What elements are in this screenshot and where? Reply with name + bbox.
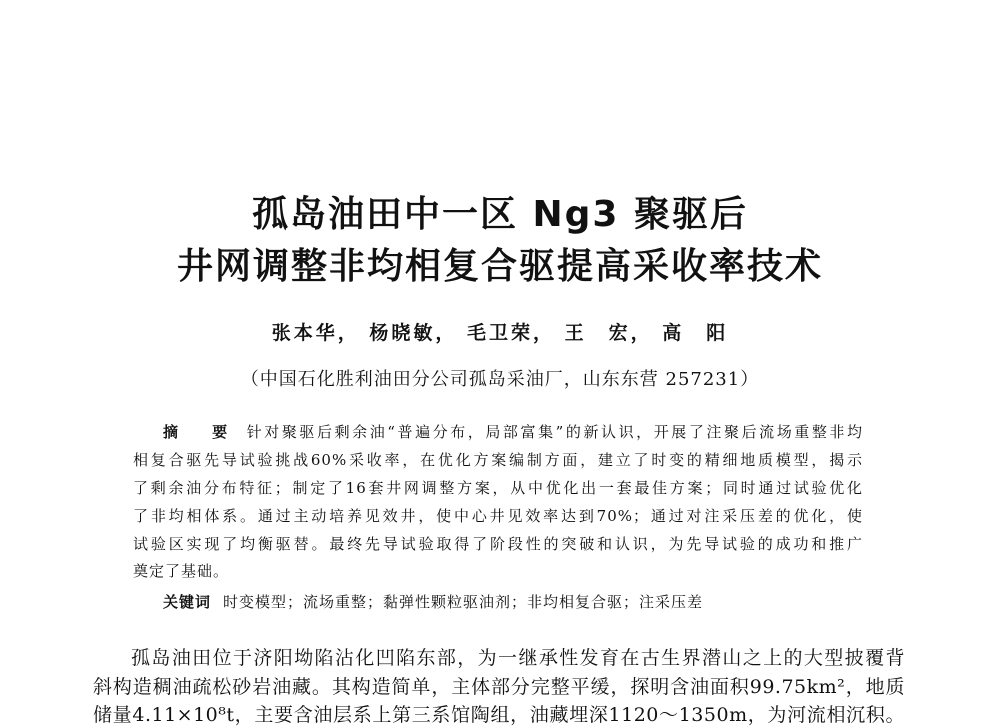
affiliation: （中国石化胜利油田分公司孤岛采油厂，山东东营 257231） bbox=[240, 369, 760, 390]
body-paragraph-line: 斜构造稠油疏松砂岩油藏。其构造简单，主体部分完整平缓，探明含油面积99.75km²，地质 bbox=[93, 676, 905, 698]
abstract-line: 试验区实现了均衡驱替。最终先导试验取得了阶段性的突破和认识，为先导试验的成功和推广 bbox=[133, 535, 863, 553]
body-paragraph-line: 储量4.11×10⁸t，主要含油层系上第三系馆陶组，油藏埋深1120～1350m，为河流相沉积。 bbox=[93, 704, 905, 726]
author-list: 张本华， 杨晓敏， 毛卫荣， 王 宏， 高 阳 bbox=[271, 322, 729, 344]
abstract-line: 奠定了基础。 bbox=[133, 562, 230, 580]
abstract-line bbox=[163, 423, 863, 441]
body-paragraph-line: 孤岛油田位于济阳坳陷沾化凹陷东部，为一继承性发育在古生界潜山之上的大型披覆背 bbox=[131, 647, 905, 669]
abstract-line: 了非均相体系。通过主动培养见效井，使中心井见效率达到70%；通过对注采压差的优化，使 bbox=[133, 507, 863, 525]
abstract-label: 摘 要 bbox=[163, 423, 237, 441]
keywords-text: 时变模型；流场重整；黏弹性颗粒驱油剂；非均相复合驱；注采压差 bbox=[223, 593, 704, 611]
abstract-line: 了剩余油分布特征；制定了16套井网调整方案，从中优化出一套最佳方案；同时通过试验优化 bbox=[133, 479, 863, 497]
paper-title-line-1: 孤岛油田中一区 Ng3 聚驱后 bbox=[251, 194, 748, 235]
abstract-line: 相复合驱先导试验挑战60%采收率，在优化方案编制方面，建立了时变的精细地质模型，揭示 bbox=[133, 451, 863, 469]
keywords bbox=[163, 591, 863, 612]
keywords-label: 关键词 bbox=[163, 593, 212, 611]
abstract-text: 针对聚驱后剩余油“普遍分布，局部富集”的新认识，开展了注聚后流场重整非均 bbox=[246, 423, 863, 441]
paper-title-line-2: 井网调整非均相复合驱提高采收率技术 bbox=[176, 246, 823, 287]
